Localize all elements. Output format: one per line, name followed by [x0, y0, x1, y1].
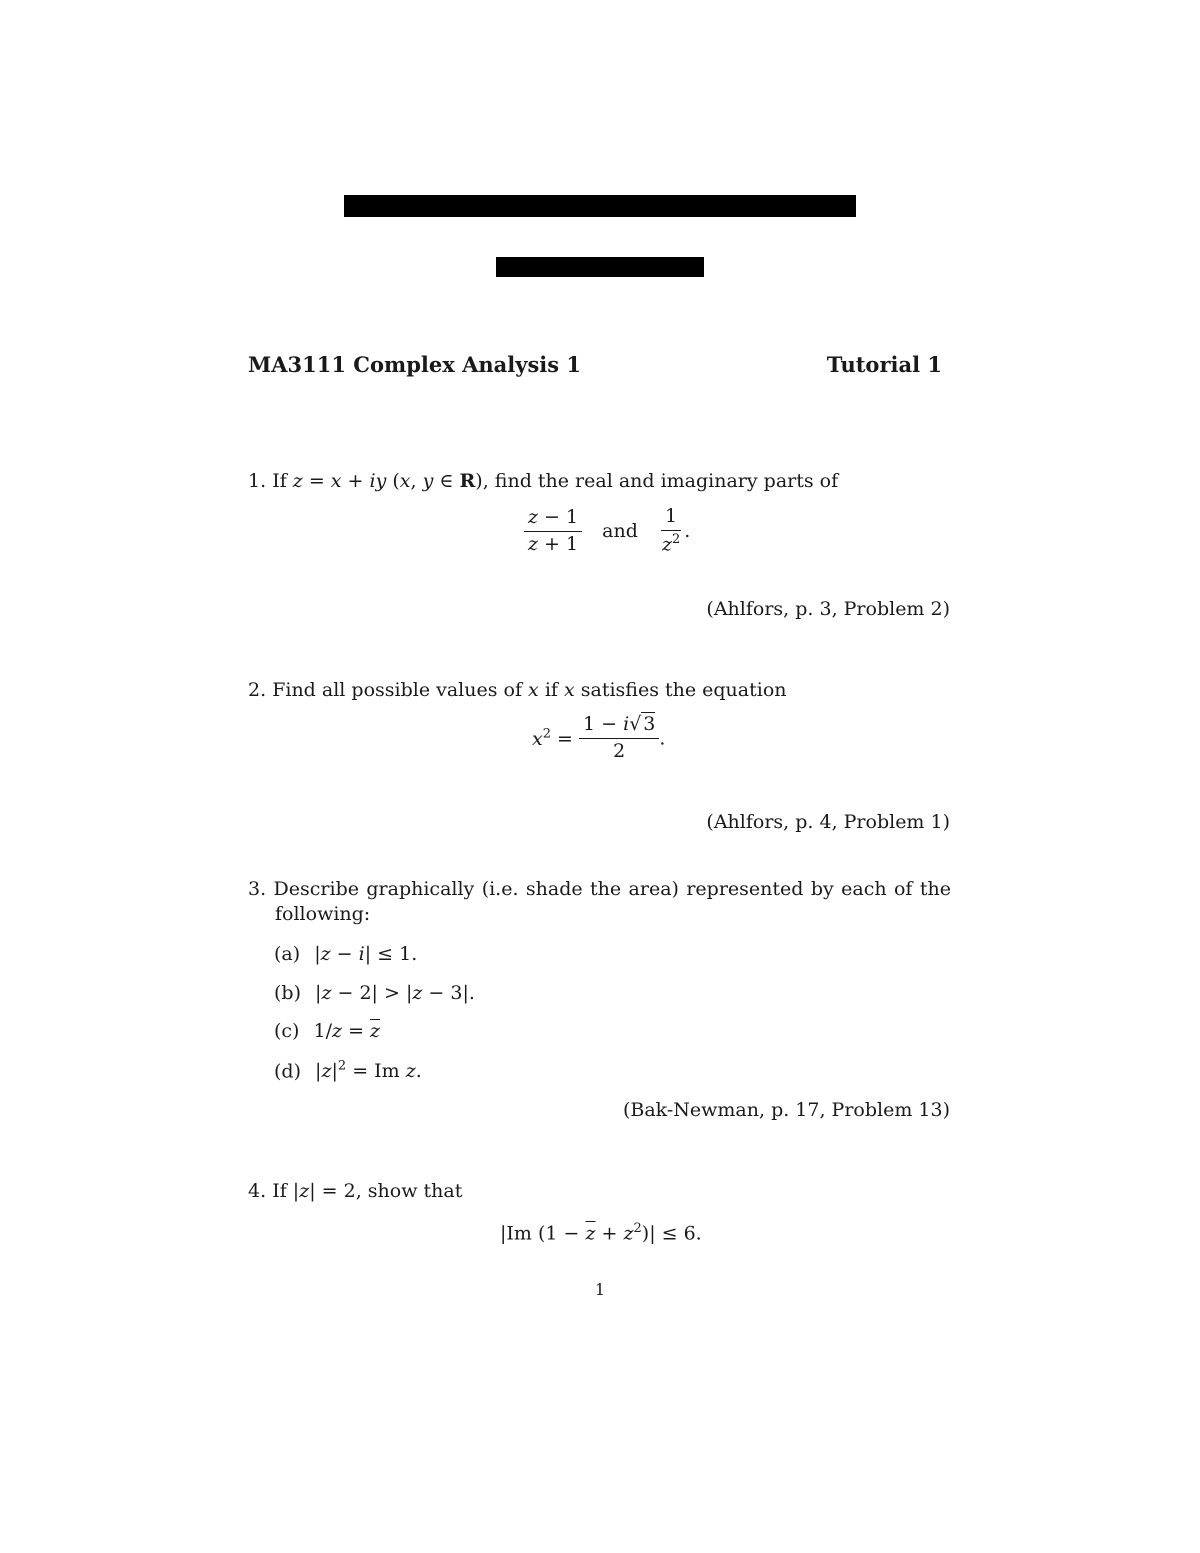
var-x: x — [528, 679, 539, 701]
problem-3-line2: following: — [275, 903, 371, 925]
problem-3-line1 — [248, 878, 951, 900]
problem-3-part-a: (a) |z − i| ≤ 1. — [274, 943, 418, 965]
page-number: 1 — [594, 1280, 606, 1299]
problem-2-text-c: satisfies the equation — [580, 679, 787, 701]
problem-3-part-c: (c) $1/z = \overline{z}$ — [274, 1020, 381, 1042]
problem-2-text-a: Find all possible values of — [272, 679, 522, 701]
problem-3-source: (Bak-Newman, p. 17, Problem 13) — [622, 1099, 950, 1121]
problem-1-find: , find the real and imaginary parts of — [482, 470, 839, 492]
problem-2-statement — [248, 679, 787, 701]
problem-4-inequality: |Im $(1 - \overline{z} + z^2)| \le 6$. — [500, 1221, 702, 1245]
problem-4-number: 4. — [248, 1180, 267, 1202]
fraction-z-minus-1-over-z-plus-1: $\frac{z - 1}{z + 1}$ — [524, 507, 582, 556]
problem-1-source: (Ahlfors, p. 3, Problem 2) — [706, 598, 950, 620]
fraction-1-over-z-squared: $\frac{1}{z^2}$ — [661, 505, 681, 556]
redacted-subtitle-bar — [496, 257, 704, 277]
part-b-label: (b) — [274, 982, 301, 1004]
tutorial-label: Tutorial 1 — [826, 352, 942, 377]
fraction-1-minus-i-root3-over-2: $\frac{1 - i√ 3}{2}$ — [579, 714, 659, 763]
problem-1-formula: $\frac{z - 1}{z + 1}$ and $\frac{1}{z^2}$ . — [524, 506, 690, 556]
problem-2-text-b: if — [544, 679, 558, 701]
problem-2-source: (Ahlfors, p. 4, Problem 1) — [706, 811, 950, 833]
problem-2-equation: $x^2$ = $\frac{1 - i√ 3}{2}$ . — [532, 713, 666, 762]
part-d-label: (d) — [274, 1060, 301, 1083]
course-title: MA3111 Complex Analysis 1 — [248, 352, 581, 377]
and-word: and — [602, 520, 638, 542]
problem-1-if: If — [272, 470, 287, 492]
redacted-title-bar — [344, 195, 856, 217]
problem-3-text-line1: Describe graphically (i.e. shade the area) represented by each of the — [273, 878, 951, 900]
part-c-label: (c) — [274, 1020, 300, 1042]
problem-4-show: , show that — [355, 1180, 463, 1202]
problem-4-statement — [248, 1180, 462, 1202]
problem-4-math: |z| = 2 — [292, 1180, 356, 1202]
problem-1-number: 1. — [248, 470, 267, 492]
problem-4-if: If — [272, 1180, 287, 1202]
part-a-label: (a) — [274, 943, 301, 965]
problem-3-number: 3. — [248, 878, 267, 900]
problem-1-math: z = x + iy (x, y ∈ R) — [292, 470, 483, 492]
problem-1-statement — [248, 470, 838, 492]
problem-2-number: 2. — [248, 679, 267, 701]
problem-3-part-d: (d) $|z|^2 = Im$ z. — [274, 1059, 422, 1083]
problem-3-part-b: (b) |z − 2| > |z − 3|. — [274, 982, 475, 1004]
var-x-2: x — [563, 679, 575, 701]
